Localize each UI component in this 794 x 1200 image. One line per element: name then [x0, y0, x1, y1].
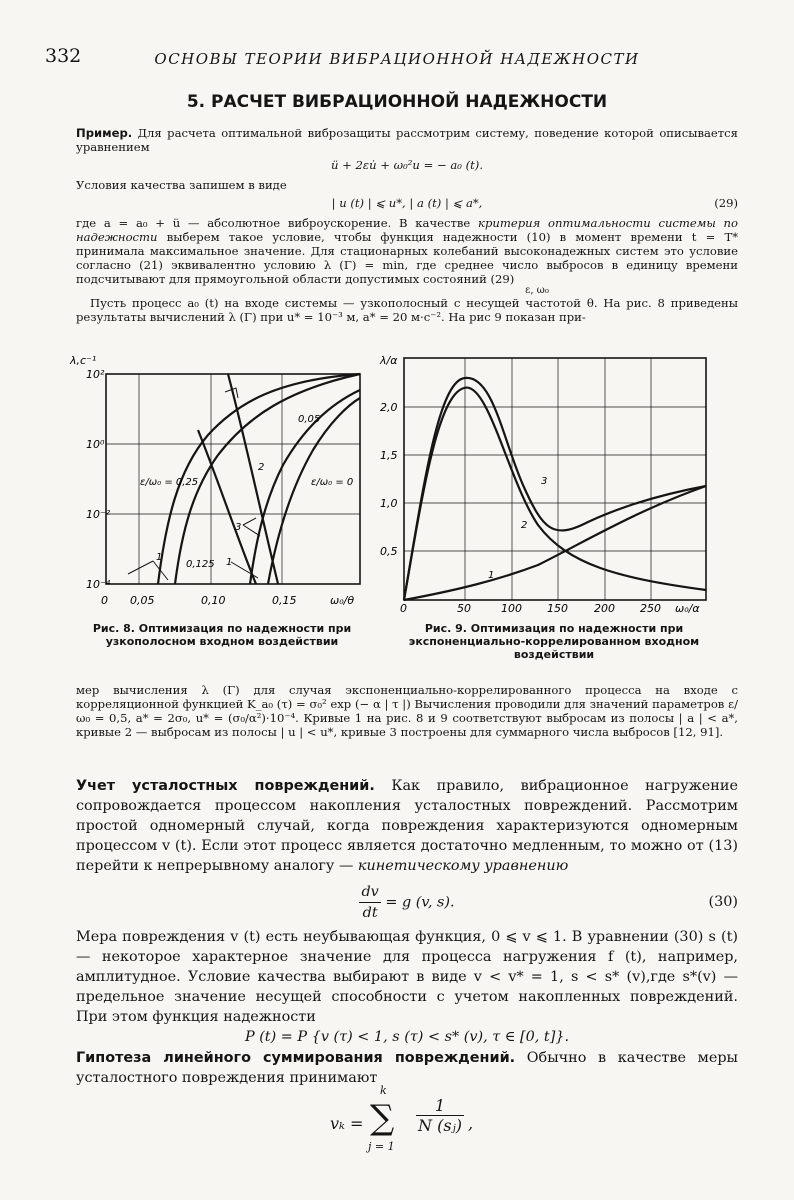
running-title: ОСНОВЫ ТЕОРИИ ВИБРАЦИОННОЙ НАДЕЖНОСТИ — [154, 50, 640, 68]
equation-30-denominator: dt — [362, 905, 378, 921]
sum-lhs: vₖ = — [330, 1114, 364, 1133]
page-number: 332 — [45, 45, 82, 67]
fig9-ytick: 2,0 — [380, 401, 398, 414]
figure-8-chart — [68, 350, 373, 612]
equation-motion: ü + 2εu̇ + ω₀²u = − a₀ (t). — [330, 158, 484, 172]
fig9-y-label: λ/α — [380, 354, 398, 367]
fig8-ytick: 10⁻² — [86, 508, 111, 521]
sum-upper-limit: k — [380, 1084, 387, 1097]
fig8-leader — [243, 518, 256, 525]
fig9-ytick: 1,5 — [380, 449, 398, 462]
equation-30-rhs: = g (v, s). — [385, 894, 455, 911]
conditions-paragraph: Условия качества запишем в виде — [76, 178, 287, 192]
fig8-leader — [128, 561, 153, 574]
fig8-leader — [243, 525, 260, 536]
equation-reliability: P (t) = P {v (τ) < 1, s (τ) < s* (v), τ ∈ [0, t]}. — [244, 1029, 570, 1045]
equation-29-number: (29) — [714, 196, 738, 210]
figure-8-caption: Рис. 8. Оптимизация по надежности при узкополосном входном воздействии — [92, 622, 352, 648]
fig8-label-2: 2 — [258, 462, 265, 473]
equation-30-fraction — [359, 882, 380, 923]
equation-sum — [330, 1084, 530, 1160]
sum-lower-limit: j = 1 — [368, 1140, 395, 1153]
fig9-x-label: ω₀/α — [675, 602, 700, 615]
linear-paragraph — [76, 1048, 738, 1088]
fig9-xtick: 100 — [501, 602, 522, 615]
figure-9-chart — [378, 350, 718, 615]
fig8-y-label: λ,c⁻¹ — [70, 354, 97, 367]
fatigue-italic: кинетическому уравнению — [357, 858, 569, 874]
fig8-label-005: 0,05 — [298, 414, 321, 425]
fatigue-section — [76, 776, 738, 1047]
sum-fraction — [416, 1096, 464, 1135]
fig8-leader — [225, 388, 238, 398]
example-label: Пример. — [76, 126, 133, 140]
fig8-xtick: 0,15 — [272, 594, 297, 607]
fig9-xtick: 250 — [640, 602, 661, 615]
equation-30 — [76, 882, 738, 923]
example-text: Для расчета оптимальной виброзащиты рассмотрим систему, поведение которой описывается уравнением — [76, 126, 738, 154]
after-figures-paragraph: мер вычисления λ (Γ) для случая экспоненциально-коррелированного процесса на входе с корреляционной функцией K_a₀ (τ) = σ₀² exp (− α | τ |) Вычисления проводили для значений параметров ε/ω₀ = 0,5, a* = 2σ₀, u* = (σ₀/α²)·10⁻⁴. Кривые 1 на рис. 8 и 9 соответствуют выбросам из полосы | a | < a*, кривые 2 — выбросам из полосы | u | < u*, кривые 3 построены для суммарного числа выбросов [12, 91]. — [76, 683, 738, 739]
sum-fraction-denominator: N (sⱼ) — [418, 1116, 463, 1135]
fig9-curve-2 — [404, 388, 706, 600]
fig9-ytick: 0,5 — [380, 545, 398, 558]
fig9-label-1: 1 — [488, 570, 495, 581]
equation-30-number: (30) — [708, 894, 738, 910]
linear-text: Обычно в качестве меры усталостного повреждения принимают — [76, 1050, 738, 1086]
fig8-label-3: 3 — [235, 522, 242, 533]
fig9-curve-3 — [404, 378, 706, 600]
fig9-label-2: 2 — [521, 520, 528, 531]
fig9-xtick: 50 — [457, 602, 471, 615]
criterion-italic: критерия оптимальности системы по надежности — [76, 216, 739, 244]
min-subscript: ε, ω₀ — [525, 285, 549, 296]
process-paragraph: Пусть процесс a₀ (t) на входе системы — узкополосный с несущей частотой θ. На рис. 8 приведены результаты вычислений λ (Γ) при u* = 10⁻³ м, a* = 20 м·с⁻². На рис 9 показан при- — [76, 296, 738, 324]
fig8-label-1: 1 — [156, 552, 163, 563]
criterion-text-b: выберем такое условие, чтобы функция надежности (10) в момент времени t = T* принимала максимальное значение. Для стационарных колебаний высоконадежных систем это условие согласно (21) эквивалентно условию λ (Γ) = min, где среднее число выбросов в единицу времени подсчитывают для прямоугольной области допустимых состояний (29) — [76, 230, 739, 286]
fig9-ytick: 1,0 — [380, 497, 398, 510]
equation-29 — [76, 196, 738, 210]
sum-sign: ∑ — [370, 1098, 395, 1138]
fig9-xtick: 150 — [547, 602, 568, 615]
fatigue-heading: Учет усталостных повреждений. — [76, 778, 375, 794]
figure-8 — [68, 350, 373, 612]
criterion-paragraph — [76, 216, 738, 286]
fig9-xtick: 0 — [400, 602, 407, 615]
fig8-ytick: 10² — [86, 368, 105, 381]
fig8-label-1b: 1 — [226, 557, 233, 568]
fig8-label-eps025: ε/ω₀ = 0,25 — [140, 477, 199, 488]
fig9-curves — [404, 378, 706, 600]
fig8-ytick: 10⁻⁴ — [86, 578, 111, 591]
fig9-xtick: 200 — [594, 602, 615, 615]
fatigue-paragraph — [76, 776, 738, 876]
example-paragraph — [76, 126, 738, 154]
fig8-curve-2 — [228, 374, 278, 584]
linear-section — [76, 1048, 738, 1088]
section-title: 5. РАСЧЕТ ВИБРАЦИОННОЙ НАДЕЖНОСТИ — [186, 92, 608, 112]
fig8-ytick: 10⁰ — [86, 438, 105, 451]
fig8-xtick: 0,05 — [130, 594, 155, 607]
sum-fraction-numerator: 1 — [416, 1096, 464, 1116]
fig8-label-0125: 0,125 — [186, 559, 215, 570]
equation-29-body: | u (t) | ⩽ u*, | a (t) | ⩽ a*, — [331, 196, 483, 210]
fatigue-text: Как правило, вибрационное нагружение сопровождается процессом накопления усталостных повреждений. Рассмотрим простой одномерный случай, когда повреждения характеризуются одномерным процессом v (t). Если этот процесс является достаточно медленным, то можно от (13) перейти к непрерывному аналогу — — [76, 778, 738, 874]
fig8-label-eps0: ε/ω₀ = 0 — [311, 477, 354, 488]
figure-9-caption: Рис. 9. Оптимизация по надежности при экспоненциально-коррелированном входном воздействии — [408, 622, 700, 661]
fig8-x-label: ω₀/θ — [330, 594, 355, 607]
fig8-xtick: 0 — [101, 594, 108, 607]
figure-9 — [378, 350, 718, 615]
top-text-block — [76, 126, 738, 324]
sum-tail: , — [468, 1114, 474, 1133]
damage-paragraph: Мера повреждения v (t) есть неубывающая функция, 0 ⩽ v ⩽ 1. В уравнении (30) s (t) — некоторое характерное значение для процесса нагружения f (t), например, амплитудное. Условие качества выбирают в виде v < v* = 1, s < s* (v),где s*(v) — предельное значение несущей способности с учетом накопленных повреждений. При этом функция надежности — [76, 929, 738, 1025]
equation-30-numerator: dv — [359, 882, 380, 903]
linear-heading: Гипотеза линейного суммирования повреждений. — [76, 1050, 516, 1066]
fig8-xtick: 0,10 — [201, 594, 226, 607]
criterion-text-a: где a = a₀ + ü — абсолютное виброускорение. В качестве — [76, 216, 471, 230]
fig9-label-3: 3 — [541, 476, 548, 487]
